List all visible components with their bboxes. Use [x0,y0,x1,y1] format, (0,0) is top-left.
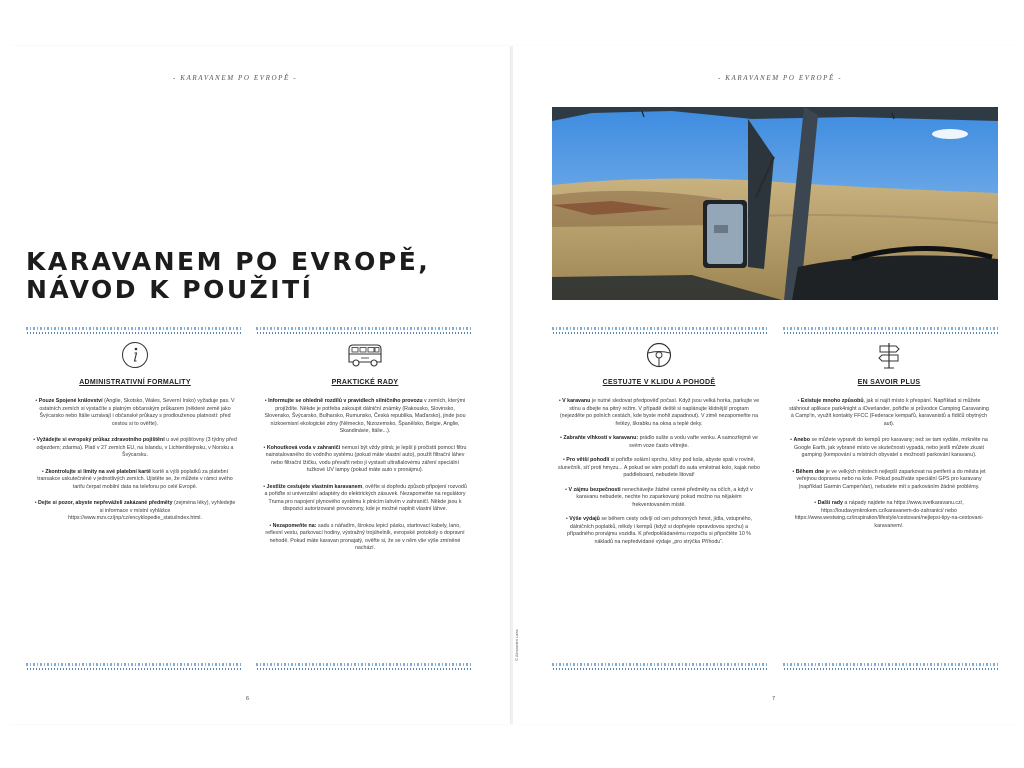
decorative-border [783,663,998,670]
paragraph: • Výše výdajů se během cesty odvíjí od cen pohonných hmot, jídla, vstupného, dálničních poplatků, někdy i kempů (když si dopřejete opravdovou sprchu) a případného pronájmu vozidla. K předpokládanému rozpočtu si připočtěte 10 % nákladů na nepředvídané výdaje „pro strýčka Příhodu“. [565,516,753,545]
paragraph-text: je ve velkých městech nejlepší zaparkovat na periferii a do města jet veřejnou dopravou nebo na kole. Pokud používáte speciální GPS pro karavany (například Garmin CamperVan), nebudete mít s parkováním žádné problémy. [796,468,986,490]
right-page [513,46,1016,724]
paragraph-lead: Další rady [817,500,843,506]
paragraph: • Pouze Spojené království (Anglie, Skotsko, Wales, Severní Irsko) vyžaduje pas. V ostatních zemích si vystačíte s platným občanským průkazem (některé země jako Švýcarsko nebo Itálie uznávají i občanské průkazy s prodlouženou platností: před cestou si to ověřte). [35,398,235,427]
paragraph-lead: V karavanu [562,398,591,404]
paragraph-text: (zejména léky), vyhledejte si informace v místní vyhlášce https://www.mzv.cz/jnp/cz/encyklopedie_statu/index.html. [68,500,236,521]
running-head-right: - KARAVANEM PO EVROPĚ - [718,74,843,82]
paragraph: • V karavanu je nutné sledovat předpověď počasí. Když jsou velká horka, parkujte ve stínu a dbejte na pitný režim. V případě deště si naplánujte klidnější program (nejezděte po polních cestách, kde byste mohli zapadnout). V zimě nezapomeňte na řetězy, škrabku na okna a teplé deky. [558,398,760,427]
paragraph-text: nemusí být vždy pitná; je lepší ji pročistit pomocí filtru nainstalovaného do vodního systému (pokud máte vlastní auto), použít filtrační láhev nebo filtrační lžičku, vodu převařit nebo ji vystavit ultrafialovému záření speciální tužkové UV lampy (pokud máte auto v pronájmu). [265,444,467,473]
column-heading: EN SAVOIR PLUS [857,379,921,386]
paragraph-lead: Pouze Spojené království [38,398,103,404]
paragraph-lead: Pro větší pohodlí [566,457,610,463]
column-body [787,398,991,539]
paragraph-lead: Kohoutková voda v zahraničí [266,444,341,451]
page-number-right: 7 [772,696,776,702]
paragraph: • Nezapomeňte na: sadu s nářadím, širokou lepicí pásku, startovací kabely, lano, reflexní vestu, parkovací hodiny, výstražný trojúhelník, evropské protokoly o dopravní nehodě. Pokud máte karavan pronajatý, ověřte si, že se v něm vše výše zmíněné nachází. [265,522,465,551]
paragraph-lead: Nezapomeňte na: [272,522,317,529]
decorative-border [26,327,241,334]
column-body [263,398,467,562]
paragraph: • Dejte si pozor, abyste nepřeváželi zakázané předměty (zejména léky), vyhledejte si informace v místní vyhlášce https://www.mzv.cz/jnp/cz/encyklopedie_statu/index.html. [34,500,236,521]
paragraph-lead: Vyžádejte si evropský průkaz zdravotního pojištění [36,437,165,443]
decorative-border [552,327,767,334]
paragraph: • Vyžádejte si evropský průkaz zdravotního pojištění u své pojišťovny (3 týdny před odjezdem; zdarma). Platí v 27 zemích EU, na Islandu, v Lichtenštejnsku, v Norsku a Švýcarsku. [33,437,237,458]
paragraph-lead: Existuje mnoho způsobů [800,398,864,404]
paragraph-text: , ověřte si dopředu způsob připojení rozvodů a pořiďte si univerzální adaptéry do elektrických zásuvek. Nezapomeňte na regulátory Truma pro napojení plynového systému k plnicím lahvím v zahraničí. Někde jsou k dispozici autorizované provozovny, kde je možné naplnit vlastní láhve. [264,483,467,512]
photo-credit: © Alexandra Laas [514,629,519,661]
paragraph: • Další rady a nápady najdete na https://www.svetkaravanu.cz/, https://loudavymkrokem.cz/karavanem-do-zahranici/ nebo https://www.westwing.cz/inspiration/lifestyle/cestovani/nejlepsi-tipy-na-cestovani-karavanem/. [794,500,984,529]
paragraph-text: kartě a výši poplatků za platební transakce uskutečněné v jednotlivých zemích. Ujistěte se, že můžete v rámci svého tarifu čerpat mobilní data na telefonu po celé Evropě. [37,468,233,490]
paragraph: • Informujte se ohledně rozdílů v pravidlech silničního provozu v zemích, kterými projíždíte. Někde je potřeba zakoupit dálniční známky (Rakousko, Slovinsko, Slovensko, Švýcarsko, Bulharsko, Rumunsko, Česká republika, Maďarsko), jinde jsou nízkoemisní ekologické zóny (Německo, Nizozemsko, Španělsko, Belgie, Anglie, Skandinávie, Itálie...). [264,398,466,434]
paragraph-text: se během cesty odvíjí od cen pohonných hmot, jídla, vstupného, dálničních poplatků, někdy i kempů (když si dopřejete opravdovou sprchu) a případného pronájmu vozidla. K předpokládanému rozpočtu si připočtěte 10 % nákladů na nepředvídané výdaje „pro strýčka Příhodu“. [566,516,753,545]
paragraph-lead: V zájmu bezpečnosti [568,486,621,493]
column-body [557,398,761,553]
paragraph-text: nenechávejte žádné cenné předměty na očích, a když v karavanu nebudete, nechte ho zaparkovaný pokud možno na nějakém frekventovaném místě. [576,486,753,508]
paragraph: • Kohoutková voda v zahraničí nemusí být vždy pitná; je lepší ji pročistit pomocí filtru nainstalovaného do vodního systému (pokud máte vlastní auto), použít filtrační láhev nebo filtrační lžičku, vodu převařit nebo ji vystavit ultrafialovému záření speciální tužkové UV lampy (pokud máte auto v pronájmu). [263,444,467,473]
paragraph: • Zabraňte vlhkosti v karavanu: prádlo sušte a vodu vařte venku. A samozřejmě ve svém voze často větrejte. [560,435,758,449]
paragraph: • Pro větší pohodlí si pořiďte solární sprchu, klíny pod kola, abyste spali v rovině, slunečník, síť proti hmyzu... A pokud se vám podaří do auta vměstnat kolo, kajak nebo paddleboard, nebudete litovat! [558,457,760,478]
van-icon [345,341,385,369]
decorative-border [552,663,767,670]
paragraph-text: (Anglie, Skotsko, Wales, Severní Irsko) vyžaduje pas. V ostatních zemích si vystačíte s platným občanským průkazem (některé země jako Švýcarsko nebo Itálie uznávají i občanské průkazy s prodlouženou platností: před cestou si to ověřte). [39,398,235,427]
column-heading: PRAKTICKÉ RADY [331,379,399,386]
paragraph-text: v zemích, kterými projíždíte. Někde je potřeba zakoupit dálniční známky (Rakousko, Slovinsko, Slovensko, Švýcarsko, Bulharsko, Rumunsko, Česká republika, Maďarsko), jinde jsou nízkoemisní ekologické zóny (Německo, Nizozemsko, Španělsko, Belgie, Anglie, Skandinávie, Itálie...). [264,398,466,434]
signpost-icon [875,341,903,369]
article-title [26,248,430,304]
page-number-left: 6 [246,696,250,702]
title-line-1: KARAVANEM PO EVROPĚ, [26,247,431,276]
paragraph-lead: Během dne [795,468,825,475]
paragraph-text: prádlo sušte a vodu vařte venku. A samozřejmě ve svém voze často větrejte. [629,435,758,449]
decorative-border [26,663,241,670]
info-icon [121,341,149,369]
paragraph-lead: Informujte se ohledně rozdílů v pravidlech silničního provozu [268,398,423,404]
windshield-landscape-photo [552,107,998,300]
paragraph-text: je nutné sledovat předpověď počasí. Když jsou velká horka, parkujte ve stínu a dbejte na pitný režim. V případě deště si naplánujte klidnější program (nejezděte po polních cestách, kde byste mohli zapadnout). V zimě nezapomeňte na řetězy, škrabku na okna a teplé deky. [559,398,760,427]
paragraph-text: u své pojišťovny (3 týdny před odjezdem; zdarma). Platí v 27 zemích EU, na Islandu, v Lichtenštejnsku, v Norsku a Švýcarsku. [36,437,237,458]
paragraph-text: se můžete vypravit do kempů pro karavany; než se tam vydáte, mrkněte na Google Earth, jak vybrané místo ve skutečnosti vypadá, nebo jestli můžete zkusit gamping (kempování u místních obyvatel s možností parkování karavanu). [794,437,988,458]
paragraph-lead: Jestliže cestujete vlastním karavanem [266,483,363,490]
left-page [10,46,511,724]
column-body [33,398,237,532]
paragraph: • Během dne je ve velkých městech nejlepší zaparkovat na periferii a do města jet veřejnou dopravou nebo na kole. Pokud používáte speciální GPS pro karavany (například Garmin CamperVan), nebudete mít s parkováním žádné problémy. [792,468,986,490]
column-heading: ADMINISTRATIVNÍ FORMALITY [79,379,191,386]
paragraph: • Existuje mnoho způsobů, jak si najít místo k přespání. Například si můžete stáhnout aplikace park4night a iOverlander, pořiďte si průvodce Camping Caravaning à Camp'in, využít kontakty FFCC (Federace kempařů, karavanistů a řidičů obytných aut). [789,398,989,427]
paragraph-lead: Výše výdajů [569,516,600,522]
paragraph: • V zájmu bezpečnosti nenechávejte žádné cenné předměty na očích, a když v karavanu nebudete, nechte ho zaparkovaný pokud možno na nějakém frekventovaném místě. [565,486,753,508]
paragraph-text: sadu s nářadím, širokou lepicí pásku, startovací kabely, lano, reflexní vestu, parkovací hodiny, výstražný trojúhelník, evropské protokoly o dopravní nehodě. Pokud máte karavan pronajatý, ověřte si, že se v něm vše výše zmíněné nachází. [265,522,465,551]
decorative-border [256,327,471,334]
paragraph-text: si pořiďte solární sprchu, klíny pod kola, abyste spali v rovině, slunečník, síť proti hmyzu... A pokud se vám podaří do auta vměstnat kolo, kajak nebo paddleboard, nebudete litovat! [558,457,760,478]
column-heading: CESTUJTE V KLIDU A POHODĚ [602,379,716,386]
paragraph-text: , jak si najít místo k přespání. Například si můžete stáhnout aplikace park4night a iOverlander, pořiďte si průvodce Camping Caravaning à Camp'in, využít kontakty FFCC (Federace kempařů, karavanistů a řidičů obytných aut). [789,398,989,427]
paragraph: • Jestliže cestujete vlastním karavanem, ověřte si dopředu způsob připojení rozvodů a pořiďte si univerzální adaptéry do elektrických zásuvek. Nezapomeňte na regulátory Truma pro napojení plynového systému k plnicím lahvím v zahraničí. Někde jsou k dispozici autorizované provozovny, kde je možné naplnit vlastní láhve. [263,483,467,512]
paragraph-lead: Anebo [793,437,810,443]
decorative-border [256,663,471,670]
decorative-border [783,327,998,334]
title-line-2: NÁVOD K POUŽITÍ [26,275,314,304]
paragraph-lead: Zabraňte vlhkosti v karavanu: [563,435,639,441]
paragraph-lead: Zkontrolujte si limity na své platební kartě [45,468,151,475]
running-head-left: - KARAVANEM PO EVROPĚ - [173,74,298,82]
paragraph-lead: Dejte si pozor, abyste nepřeváželi zakázané předměty [38,500,173,506]
steering-wheel-icon [645,341,673,369]
paragraph-text: a nápady najdete na https://www.svetkaravanu.cz/, https://loudavymkrokem.cz/karavanem-do-zahranici/ nebo https://www.westwing.cz/inspiration/lifestyle/cestovani/nejlepsi-tipy-na-cestovani-karavanem/. [794,500,984,529]
paragraph: • Anebo se můžete vypravit do kempů pro karavany; než se tam vydáte, mrkněte na Google Earth, jak vybrané místo ve skutečnosti vypadá, nebo jestli můžete zkusit gamping (kempování u místních obyvatel s možností parkování karavanu). [790,437,988,458]
paragraph: • Zkontrolujte si limity na své platební kartě kartě a výši poplatků za platební transakce uskutečněné v jednotlivých zemích. Ujistěte se, že můžete v rámci svého tarifu čerpat mobilní data na telefonu po celé Evropě. [37,468,233,490]
